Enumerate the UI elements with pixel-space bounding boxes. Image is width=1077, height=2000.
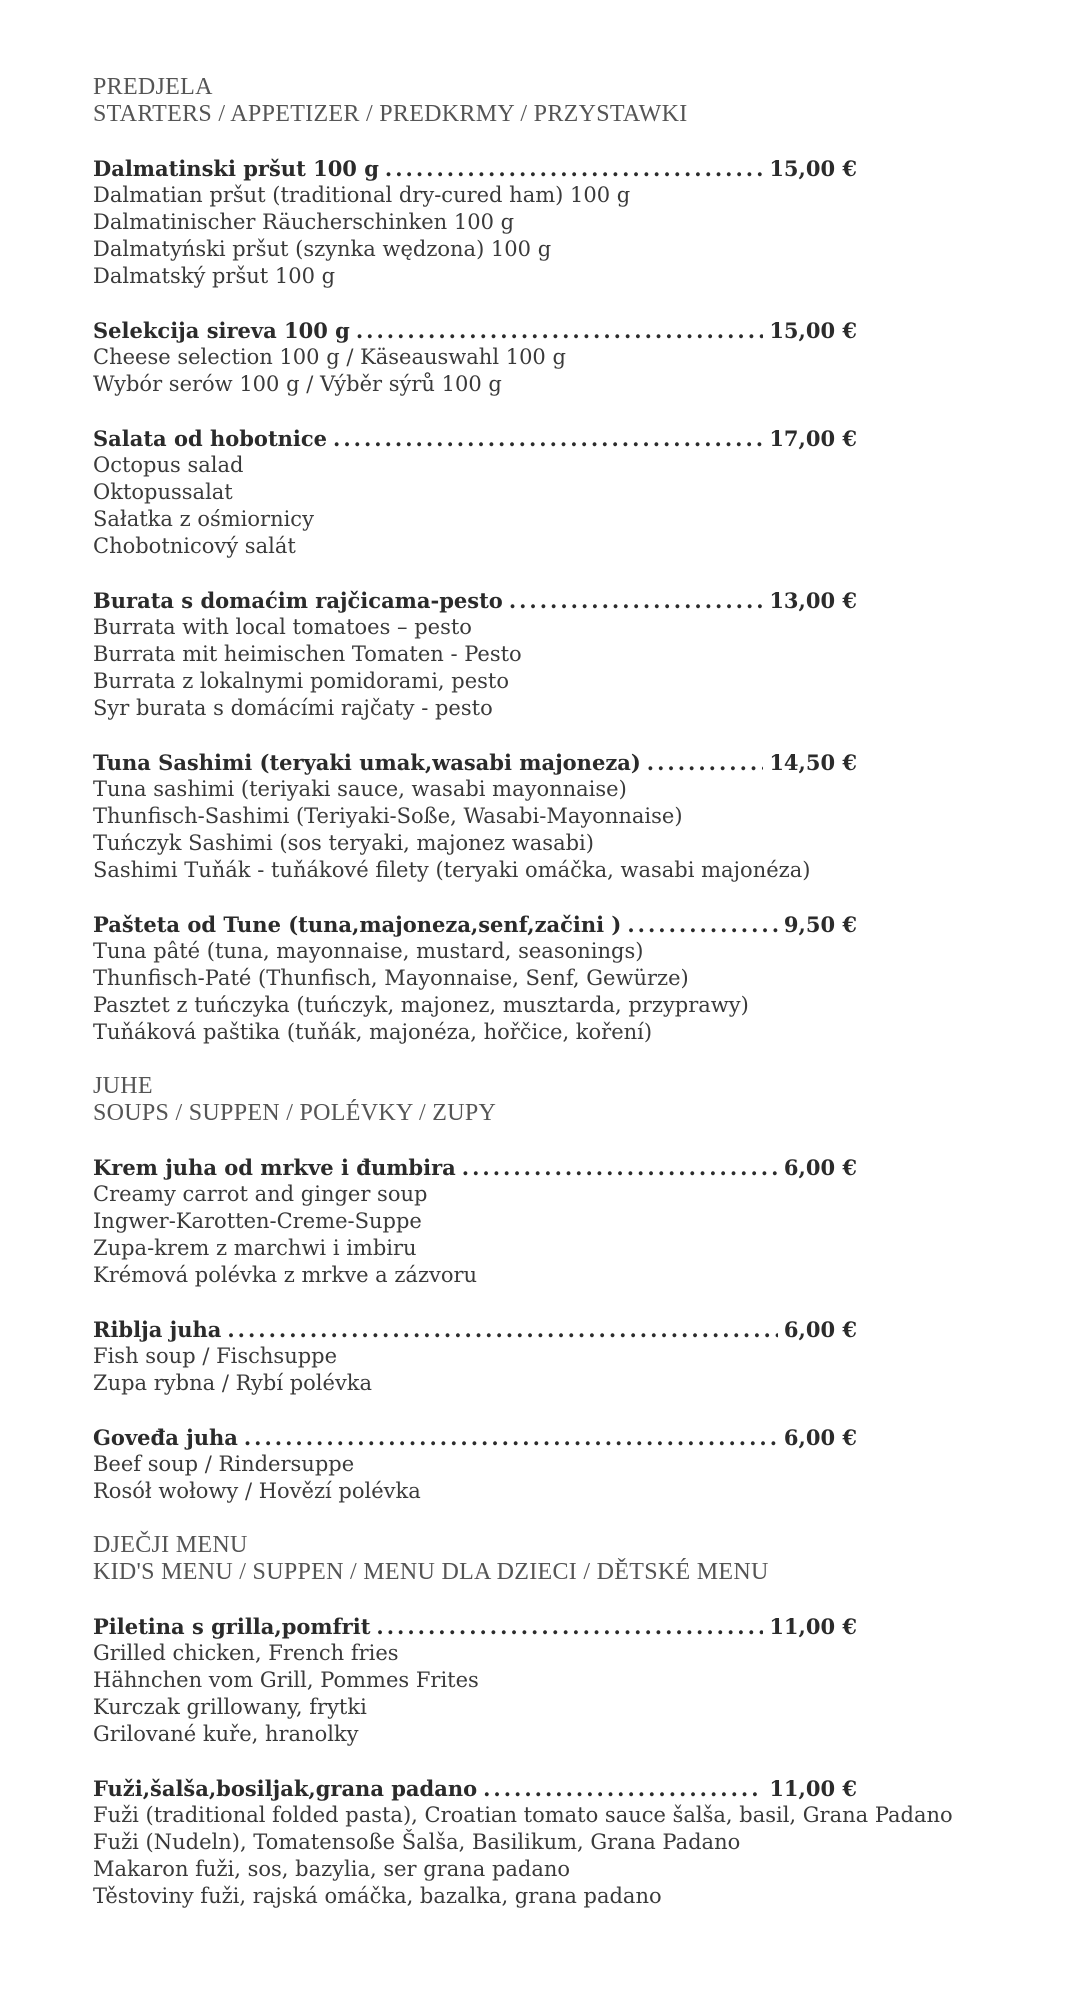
dot-leader (244, 1424, 778, 1451)
menu-item-price: 17,00 € (769, 426, 857, 451)
menu-item-name: Salata od hobotnice (93, 426, 328, 451)
menu-item-description: Tuńczyk Sashimi (sos teryaki, majonez wasabi) (93, 831, 594, 855)
menu-item-price: 9,50 € (783, 912, 857, 937)
menu-item-header (93, 425, 857, 452)
menu-item-name: Fuži,šalša,bosiljak,grana padano (93, 1776, 478, 1801)
dot-leader (333, 425, 763, 452)
menu-item (93, 1154, 953, 1289)
menu-item-description: Burrata mit heimischen Tomaten - Pesto (93, 642, 522, 666)
menu-item-price: 15,00 € (769, 156, 857, 181)
menu-item-description: Zupa rybna / Rybí polévka (93, 1371, 373, 1395)
menu-item-description: Grilované kuře, hranolky (93, 1722, 359, 1746)
section-subtitle: SOUPS / SUPPEN / POLÉVKY / ZUPY (93, 1100, 497, 1126)
menu-item-description: Dalmatian pršut (traditional dry-cured ham) 100 g (93, 183, 631, 207)
section-heading (93, 1532, 953, 1586)
menu-item-name: Tuna Sashimi (teryaki umak,wasabi majoneza) (93, 750, 641, 775)
menu-item-description: Cheese selection 100 g / Käseauswahl 100 g (93, 345, 566, 369)
menu-item-description: Thunfisch-Paté (Thunfisch, Mayonnaise, Senf, Gewürze) (93, 966, 689, 990)
menu-item-description: Tuna pâté (tuna, mayonnaise, mustard, seasonings) (93, 939, 644, 963)
section-heading (93, 74, 953, 128)
menu-item (93, 1424, 953, 1505)
menu-document (93, 74, 953, 1937)
menu-item-description: Pasztet z tuńczyka (tuńczyk, majonez, musztarda, przyprawy) (93, 993, 749, 1017)
menu-item (93, 1613, 953, 1748)
menu-item-price: 11,00 € (769, 1614, 857, 1639)
menu-item-description: Dalmatinischer Räucherschinken 100 g (93, 210, 515, 234)
menu-item-description: Octopus salad (93, 453, 244, 477)
menu-item-header (93, 155, 857, 182)
menu-item-name: Piletina s grilla,pomfrit (93, 1614, 371, 1639)
menu-item-header (93, 317, 857, 344)
menu-item-description: Zupa-krem z marchwi i imbiru (93, 1236, 417, 1260)
menu-item-description: Tuňáková paštika (tuňák, majonéza, hořčice, koření) (93, 1020, 653, 1044)
menu-item-description: Creamy carrot and ginger soup (93, 1182, 428, 1206)
menu-item-header (93, 1424, 857, 1451)
menu-item-price: 6,00 € (783, 1425, 857, 1450)
menu-item-price: 15,00 € (769, 318, 857, 343)
menu-item-name: Selekcija sireva 100 g (93, 318, 350, 343)
dot-leader (385, 155, 763, 182)
menu-item-description: Makaron fuži, sos, bazylia, ser grana padano (93, 1857, 571, 1881)
menu-item-header (93, 1613, 857, 1640)
menu-item (93, 1775, 953, 1910)
section-title: PREDJELA (93, 74, 213, 100)
menu-item-description: Fish soup / Fischsuppe (93, 1344, 338, 1368)
menu-item-description: Grilled chicken, French fries (93, 1641, 399, 1665)
menu-item-header (93, 587, 857, 614)
menu-item-description: Sashimi Tuňák - tuňákové filety (teryaki omáčka, wasabi majonéza) (93, 858, 811, 882)
section-subtitle: STARTERS / APPETIZER / PREDKRMY / PRZYSTAWKI (93, 101, 688, 127)
menu-item-price: 6,00 € (783, 1317, 857, 1342)
menu-item-description: Rosół wołowy / Hovězí polévka (93, 1479, 421, 1503)
menu-section (93, 74, 953, 1046)
dot-leader (509, 587, 764, 614)
section-subtitle: KID'S MENU / SUPPEN / MENU DLA DZIECI / DĚTSKÉ MENU (93, 1559, 769, 1585)
menu-item-price: 6,00 € (783, 1155, 857, 1180)
menu-item (93, 749, 953, 884)
dot-leader (647, 749, 764, 776)
menu-item-description: Thunfisch-Sashimi (Teriyaki-Soße, Wasabi-Mayonnaise) (93, 804, 683, 828)
dot-leader (627, 911, 778, 938)
section-title: DJEČJI MENU (93, 1532, 248, 1558)
menu-item (93, 317, 953, 398)
menu-section (93, 1073, 953, 1505)
menu-item-description: Dalmatyński pršut (szynka wędzona) 100 g (93, 237, 552, 261)
menu-item-description: Syr burata s domácími rajčaty - pesto (93, 696, 493, 720)
menu-item (93, 587, 953, 722)
menu-item-description: Tuna sashimi (teriyaki sauce, wasabi mayonnaise) (93, 777, 627, 801)
menu-item (93, 1316, 953, 1397)
menu-item-price: 14,50 € (769, 750, 857, 775)
menu-item-description: Beef soup / Rindersuppe (93, 1452, 355, 1476)
menu-item-description: Sałatka z ośmiornicy (93, 507, 314, 531)
menu-item-description: Fuži (traditional folded pasta), Croatian tomato sauce šalša, basil, Grana Padano (93, 1803, 953, 1827)
menu-item-header (93, 1316, 857, 1343)
menu-item-name: Burata s domaćim rajčicama-pesto (93, 588, 503, 613)
menu-item-header (93, 749, 857, 776)
menu-item-description: Kurczak grillowany, frytki (93, 1695, 367, 1719)
menu-item-description: Dalmatský pršut 100 g (93, 264, 336, 288)
menu-item (93, 155, 953, 290)
menu-item-name: Goveđa juha (93, 1425, 238, 1450)
dot-leader (356, 317, 763, 344)
menu-item-price: 13,00 € (769, 588, 857, 613)
dot-leader (227, 1316, 778, 1343)
menu-item-description: Těstoviny fuži, rajská omáčka, bazalka, grana padano (93, 1884, 662, 1908)
menu-item (93, 425, 953, 560)
dot-leader (483, 1775, 763, 1802)
menu-item-description: Hähnchen vom Grill, Pommes Frites (93, 1668, 479, 1692)
menu-item-description: Chobotnicový salát (93, 534, 296, 558)
menu-item-description: Burrata z lokalnymi pomidorami, pesto (93, 669, 510, 693)
dot-leader (462, 1154, 778, 1181)
menu-section (93, 1532, 953, 1910)
menu-item-description: Burrata with local tomatoes – pesto (93, 615, 472, 639)
menu-item-header (93, 1775, 857, 1802)
menu-item-price: 11,00 € (769, 1776, 857, 1801)
menu-item-name: Dalmatinski pršut 100 g (93, 156, 379, 181)
menu-item-name: Riblja juha (93, 1317, 222, 1342)
menu-item-header (93, 1154, 857, 1181)
menu-item-description: Ingwer-Karotten-Creme-Suppe (93, 1209, 422, 1233)
menu-item-header (93, 911, 857, 938)
menu-item-description: Oktopussalat (93, 480, 233, 504)
menu-item-description: Wybór serów 100 g / Výběr sýrů 100 g (93, 372, 502, 396)
menu-item-description: Fuži (Nudeln), Tomatensoße Šalša, Basilikum, Grana Padano (93, 1830, 741, 1854)
menu-item (93, 911, 953, 1046)
section-title: JUHE (93, 1073, 153, 1099)
dot-leader (376, 1613, 763, 1640)
section-heading (93, 1073, 953, 1127)
menu-item-name: Pašteta od Tune (tuna,majoneza,senf,začini ) (93, 912, 622, 937)
menu-item-description: Krémová polévka z mrkve a zázvoru (93, 1263, 478, 1287)
menu-item-name: Krem juha od mrkve i đumbira (93, 1155, 456, 1180)
